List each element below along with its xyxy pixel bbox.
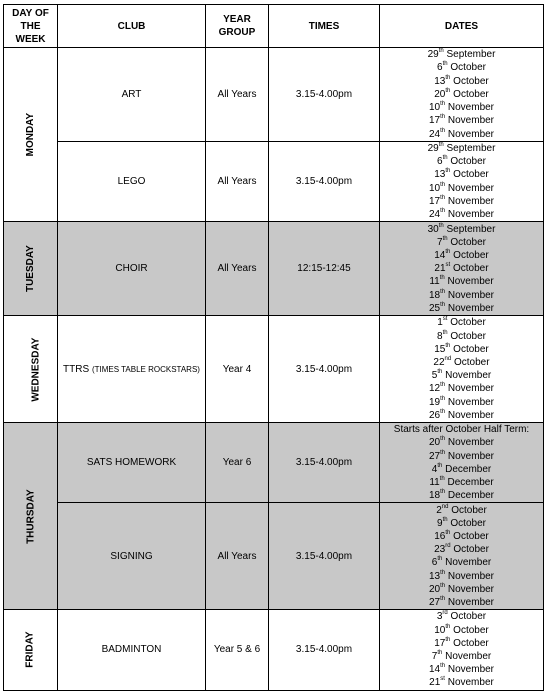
day-label: MONDAY xyxy=(24,112,36,157)
date-ordinal: th xyxy=(439,275,445,282)
date-item xyxy=(380,236,543,249)
date-item xyxy=(380,61,543,74)
date-item xyxy=(380,382,543,395)
date-ordinal: th xyxy=(445,168,451,175)
date-day: 2 xyxy=(436,504,442,516)
date-item xyxy=(380,583,543,596)
date-month: November xyxy=(445,664,495,676)
date-item xyxy=(380,114,543,127)
date-month: November xyxy=(445,182,495,194)
date-month: November xyxy=(445,115,495,127)
date-item xyxy=(380,570,543,583)
date-month: October xyxy=(447,517,486,529)
date-day: 6 xyxy=(437,156,443,168)
date-day: 26 xyxy=(428,409,441,421)
year-group: Year 6 xyxy=(206,423,269,503)
date-ordinal: th xyxy=(440,301,446,308)
club-name xyxy=(58,316,206,423)
date-day: 8 xyxy=(437,330,443,342)
date-day: 14 xyxy=(434,249,446,261)
date-item xyxy=(380,330,543,343)
header-times: TIMES xyxy=(269,5,380,48)
date-month: November xyxy=(445,128,495,140)
date-ordinal: th xyxy=(440,288,446,295)
date-month: November xyxy=(442,370,492,382)
date-item xyxy=(380,436,543,449)
date-ordinal: th xyxy=(438,142,444,148)
date-ordinal: th xyxy=(440,596,446,603)
date-ordinal: rd xyxy=(445,543,451,550)
date-ordinal: th xyxy=(440,449,446,456)
date-month: September xyxy=(443,49,496,61)
date-item xyxy=(380,343,543,356)
date-day: 30 xyxy=(427,223,439,235)
date-ordinal: th xyxy=(440,569,446,576)
date-ordinal: th xyxy=(437,462,443,469)
date-day: 7 xyxy=(431,651,438,663)
date-month: November xyxy=(445,583,495,595)
day-friday xyxy=(4,610,58,690)
row-art xyxy=(4,48,544,142)
date-month: November xyxy=(445,396,495,408)
header-day-line: THE xyxy=(20,20,41,32)
club-name-text: TTRS xyxy=(63,363,90,375)
date-item xyxy=(380,128,543,141)
day-tuesday xyxy=(4,222,58,316)
date-ordinal: th xyxy=(445,636,451,643)
date-month: December xyxy=(442,463,492,475)
year-group: All Years xyxy=(206,222,269,316)
date-month: November xyxy=(444,677,494,689)
date-day: 21 xyxy=(434,263,446,275)
dates-list xyxy=(380,436,543,502)
date-ordinal: th xyxy=(440,208,446,215)
date-item xyxy=(380,155,543,168)
date-month: October xyxy=(448,504,487,516)
date-month: October xyxy=(450,75,489,87)
date-day: 13 xyxy=(428,570,441,582)
day-label: TUESDAY xyxy=(24,245,36,293)
date-item xyxy=(380,517,543,530)
date-day: 13 xyxy=(434,75,446,87)
date-day: 14 xyxy=(428,664,441,676)
date-month: October xyxy=(447,317,486,329)
date-item xyxy=(380,195,543,208)
date-item xyxy=(380,504,543,517)
club-name: LEGO xyxy=(58,142,206,222)
row-signing xyxy=(4,503,544,610)
club-time: 3.15-4.00pm xyxy=(269,503,380,610)
date-ordinal: th xyxy=(440,395,446,402)
date-month: November xyxy=(445,437,495,449)
date-day: 6 xyxy=(437,62,443,74)
date-ordinal: nd xyxy=(444,356,452,363)
date-month: November xyxy=(445,302,495,314)
header-row xyxy=(4,5,544,48)
day-label: FRIDAY xyxy=(24,631,36,669)
header-year-group xyxy=(206,5,269,48)
date-month: October xyxy=(447,330,486,342)
date-month: October xyxy=(450,263,489,275)
date-ordinal: th xyxy=(445,74,451,81)
date-month: November xyxy=(444,276,494,288)
date-ordinal: th xyxy=(442,516,448,523)
date-day: 6 xyxy=(431,557,438,569)
date-day: 27 xyxy=(428,597,441,609)
date-item xyxy=(380,275,543,288)
date-item xyxy=(380,302,543,315)
row-lego xyxy=(4,142,544,222)
date-month: November xyxy=(442,651,492,663)
date-item xyxy=(380,624,543,637)
date-day: 19 xyxy=(428,396,441,408)
club-time: 3.15-4.00pm xyxy=(269,610,380,690)
date-ordinal: nd xyxy=(441,503,449,510)
date-month: November xyxy=(445,209,495,221)
date-ordinal: th xyxy=(440,382,446,389)
date-day: 20 xyxy=(428,437,441,449)
date-day: 17 xyxy=(428,195,441,207)
date-day: 25 xyxy=(428,302,441,314)
date-item xyxy=(380,463,543,476)
date-day: 20 xyxy=(428,583,441,595)
header-club: CLUB xyxy=(58,5,206,48)
date-item xyxy=(380,182,543,195)
club-time: 3.15-4.00pm xyxy=(269,142,380,222)
date-ordinal: th xyxy=(442,235,448,242)
date-item xyxy=(380,48,543,61)
club-time: 3.15-4.00pm xyxy=(269,48,380,142)
date-ordinal: th xyxy=(445,623,451,630)
date-item xyxy=(380,316,543,329)
date-item xyxy=(380,610,543,623)
club-name: SIGNING xyxy=(58,503,206,610)
date-day: 27 xyxy=(428,450,441,462)
year-group: Year 5 & 6 xyxy=(206,610,269,690)
date-ordinal: st xyxy=(440,676,445,683)
club-dates xyxy=(380,142,544,222)
date-ordinal: st xyxy=(442,316,448,323)
date-item xyxy=(380,249,543,262)
day-wednesday xyxy=(4,316,58,423)
date-ordinal: th xyxy=(442,155,448,162)
date-item xyxy=(380,596,543,609)
header-year-line: GROUP xyxy=(218,27,256,38)
date-item xyxy=(380,663,543,676)
date-day: 11 xyxy=(429,276,440,288)
date-month: October xyxy=(450,531,489,543)
club-name: CHOIR xyxy=(58,222,206,316)
date-ordinal: th xyxy=(442,61,448,68)
row-choir xyxy=(4,222,544,316)
date-day: 17 xyxy=(434,637,446,649)
header-day-line: WEEK xyxy=(15,33,46,45)
header-day xyxy=(4,5,58,48)
row-badminton xyxy=(4,610,544,690)
date-month: November xyxy=(442,557,492,569)
date-month: October xyxy=(450,624,489,636)
date-month: October xyxy=(447,236,486,248)
date-item xyxy=(380,356,543,369)
dates-note: Starts after October Half Term: xyxy=(393,424,530,436)
date-ordinal: th xyxy=(445,530,451,537)
date-month: September xyxy=(443,223,496,235)
date-item xyxy=(380,530,543,543)
date-ordinal: th xyxy=(437,556,443,563)
date-month: October xyxy=(447,611,487,623)
row-sats xyxy=(4,423,544,503)
date-day: 21 xyxy=(429,677,441,689)
date-month: October xyxy=(450,637,489,649)
year-group: All Years xyxy=(206,503,269,610)
date-month: October xyxy=(450,88,489,100)
date-day: 1 xyxy=(437,317,443,329)
date-month: October xyxy=(450,544,489,556)
date-month: November xyxy=(445,409,495,421)
date-ordinal: th xyxy=(440,663,446,670)
date-day: 9 xyxy=(437,517,443,529)
date-ordinal: st xyxy=(445,262,451,269)
date-item xyxy=(380,450,543,463)
date-item xyxy=(380,489,543,502)
date-ordinal: th xyxy=(440,436,446,443)
date-month: October xyxy=(450,169,489,181)
date-ordinal: th xyxy=(442,329,448,336)
date-item xyxy=(380,396,543,409)
date-item xyxy=(380,409,543,422)
date-item xyxy=(380,101,543,114)
date-day: 29 xyxy=(427,49,439,61)
date-ordinal: th xyxy=(445,342,451,349)
date-month: November xyxy=(445,195,495,207)
date-month: October xyxy=(447,156,486,168)
date-month: November xyxy=(445,570,495,582)
year-group: All Years xyxy=(206,142,269,222)
club-dates xyxy=(380,610,544,690)
date-day: 3 xyxy=(436,611,443,623)
date-day: 18 xyxy=(428,289,441,301)
date-month: September xyxy=(443,143,496,154)
year-group: Year 4 xyxy=(206,316,269,423)
date-item xyxy=(380,88,543,101)
date-day: 15 xyxy=(434,343,446,355)
date-day: 29 xyxy=(427,143,439,154)
date-ordinal: th xyxy=(440,181,446,188)
header-day-line: DAY OF xyxy=(12,7,49,19)
date-month: November xyxy=(445,102,495,114)
date-ordinal: th xyxy=(445,87,451,94)
club-dates xyxy=(380,423,544,503)
date-ordinal: th xyxy=(438,222,444,229)
date-ordinal: th xyxy=(437,650,443,657)
date-month: November xyxy=(445,450,495,462)
club-name-note: (TIMES TABLE ROCKSTARS) xyxy=(91,364,200,374)
date-day: 10 xyxy=(434,624,446,636)
date-day: 12 xyxy=(428,383,441,395)
date-month: October xyxy=(451,357,490,369)
date-item xyxy=(380,476,543,489)
club-dates xyxy=(380,222,544,316)
date-item xyxy=(380,168,543,181)
date-item xyxy=(380,650,543,663)
date-day: 20 xyxy=(434,88,446,100)
date-day: 18 xyxy=(428,490,441,502)
club-name: SATS HOMEWORK xyxy=(58,423,206,503)
date-item xyxy=(380,676,543,689)
club-name: BADMINTON xyxy=(58,610,206,690)
date-month: October xyxy=(450,249,489,261)
club-dates xyxy=(380,316,544,423)
day-thursday xyxy=(4,423,58,610)
date-day: 17 xyxy=(428,115,441,127)
date-month: October xyxy=(450,343,489,355)
date-ordinal: th xyxy=(440,101,446,108)
date-item xyxy=(380,289,543,302)
date-day: 10 xyxy=(428,182,441,194)
date-ordinal: rd xyxy=(442,610,448,617)
date-day: 7 xyxy=(437,236,443,248)
date-ordinal: th xyxy=(440,194,446,201)
header-year-line: YEAR xyxy=(223,14,251,25)
date-day: 24 xyxy=(428,128,441,140)
day-label: THURSDAY xyxy=(25,489,37,544)
date-ordinal: th xyxy=(440,114,446,121)
date-item xyxy=(380,637,543,650)
date-day: 4 xyxy=(431,463,438,475)
date-item xyxy=(380,208,543,221)
date-month: December xyxy=(445,490,495,502)
date-day: 13 xyxy=(434,169,446,181)
date-item xyxy=(380,223,543,236)
date-day: 11 xyxy=(429,477,440,489)
date-ordinal: th xyxy=(445,248,451,255)
club-time: 12:15-12:45 xyxy=(269,222,380,316)
date-ordinal: th xyxy=(440,582,446,589)
date-item xyxy=(380,142,543,155)
date-item xyxy=(380,75,543,88)
date-day: 24 xyxy=(428,209,441,221)
date-day: 23 xyxy=(434,544,446,556)
date-item xyxy=(380,556,543,569)
clubs-timetable xyxy=(3,4,544,691)
date-item xyxy=(380,543,543,556)
date-ordinal: th xyxy=(438,48,444,55)
club-dates xyxy=(380,503,544,610)
day-label: WEDNESDAY xyxy=(30,337,42,402)
date-day: 16 xyxy=(434,531,446,543)
date-day: 5 xyxy=(431,370,438,382)
date-ordinal: th xyxy=(440,127,446,134)
date-item xyxy=(380,262,543,275)
header-dates: DATES xyxy=(380,5,544,48)
date-month: November xyxy=(445,597,495,609)
date-day: 22 xyxy=(433,357,445,369)
date-month: December xyxy=(444,477,494,489)
year-group: All Years xyxy=(206,48,269,142)
club-name: ART xyxy=(58,48,206,142)
date-month: October xyxy=(447,62,486,74)
date-month: November xyxy=(445,289,495,301)
day-monday xyxy=(4,48,58,222)
date-ordinal: th xyxy=(440,408,446,415)
date-item xyxy=(380,369,543,382)
date-ordinal: th xyxy=(439,476,445,483)
date-ordinal: th xyxy=(437,369,443,376)
club-dates xyxy=(380,48,544,142)
date-month: November xyxy=(445,383,495,395)
row-ttrs xyxy=(4,316,544,423)
club-time: 3.15-4.00pm xyxy=(269,423,380,503)
date-day: 10 xyxy=(428,102,441,114)
date-ordinal: th xyxy=(440,489,446,496)
club-time: 3.15-4.00pm xyxy=(269,316,380,423)
